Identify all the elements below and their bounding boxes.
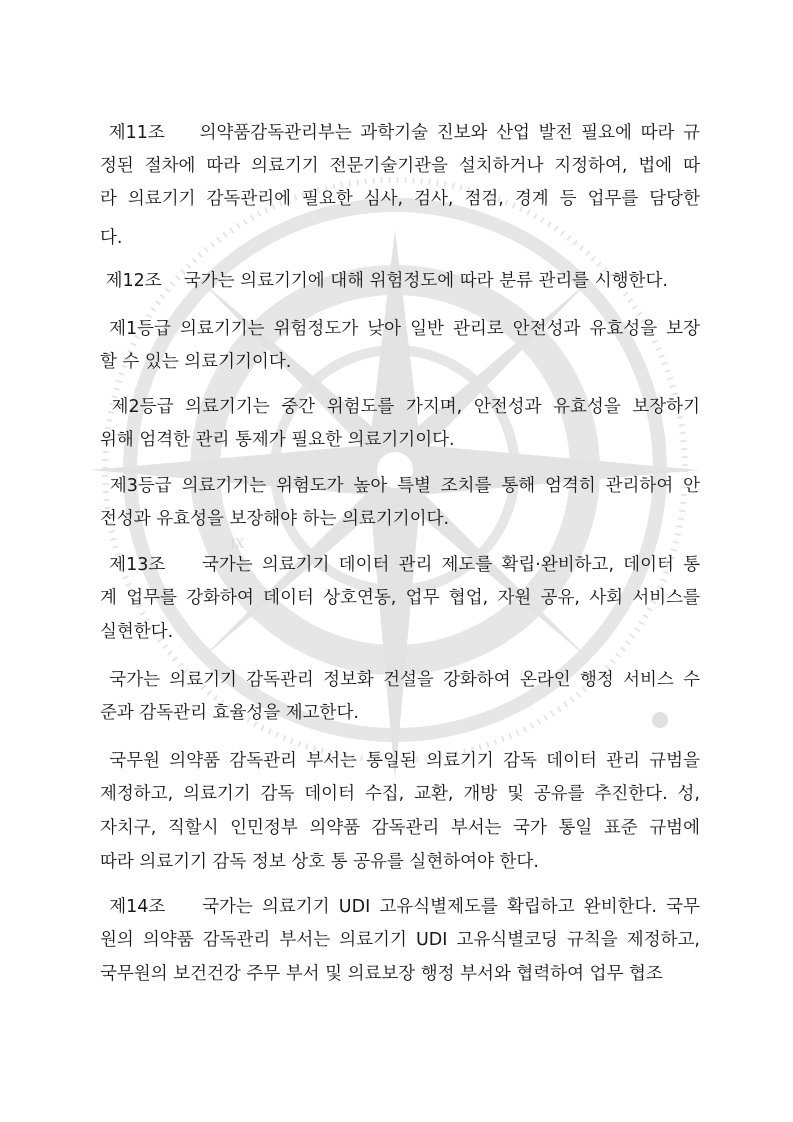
paragraph-line: 국가는 의료기기 감독관리 정보화 건설을 강화하여 온라인 행정 서비스 수 [100,670,700,690]
paragraph-line: 제1등급 의료기기는 위험정도가 낮아 일반 관리로 안전성과 유효성을 보장 [100,319,700,339]
paragraph-line: 제3등급 의료기기는 위험도가 높아 특별 조치를 통해 엄격히 관리하여 안 [100,476,700,496]
paragraph-line: 계 업무를 강화하여 데이터 상호연동, 업무 협업, 자원 공유, 사회 서비스를 [100,588,700,608]
paragraph-line: 국무원의 보건건강 주무 부서 및 의료보장 행정 부서와 협력하여 업무 협조 [100,964,663,984]
paragraph-line: 전성과 유효성을 보장해야 하는 의료기기이다. [100,509,450,529]
paragraph-line: 준과 감독관리 효율성을 제고한다. [100,703,359,723]
watermark-numeral: IX [230,537,245,552]
paragraph-line: 제2등급 의료기기는 중간 위험도를 가지며, 안전성과 유효성을 보장하기 [100,397,700,417]
paragraph-line: 다. [100,228,123,248]
paragraph-line: 라 의료기기 감독관리에 필요한 심사, 검사, 점검, 경계 등 업무를 담당한 [100,189,700,209]
paragraph-line: 정된 절차에 따라 의료기기 전문기술기관을 설치하거나 지정하여, 법에 따 [100,156,700,176]
paragraph-line: 제12조 국가는 의료기기에 대해 위험정도에 따라 분류 관리를 시행한다. [100,271,668,291]
paragraph-line: 할 수 있는 의료기기이다. [100,352,292,372]
paragraph-line: 제정하고, 의료기기 감독 데이터 수집, 교환, 개방 및 공유를 추진한다. 성, [100,784,700,804]
paragraph-line: 원의 의약품 감독관리 부서는 의료기기 UDI 고유식별코딩 규칙을 제정하고, [100,930,700,950]
paragraph-line: 제13조 국가는 의료기기 데이터 관리 제도를 확립·완비하고, 데이터 통 [100,555,700,575]
paragraph-line: 위해 엄격한 관리 통제가 필요한 의료기기이다. [100,430,455,450]
paragraph-line: 제14조 국가는 의료기기 UDI 고유식별제도를 확립하고 완비한다. 국무 [100,897,700,917]
paragraph-line: 제11조 의약품감독관리부는 과학기술 진보와 산업 발전 필요에 따라 규 [100,123,700,143]
paragraph-line: 실현한다. [100,622,174,642]
paragraph-line: 따라 의료기기 감독 정보 상호 통 공유를 실현하여야 한다. [100,852,539,872]
paragraph-line: 국무원 의약품 감독관리 부서는 통일된 의료기기 감독 데이터 관리 규범을 [100,751,700,771]
paragraph-line: 자치구, 직할시 인민정부 의약품 감독관리 부서는 국가 통일 표준 규범에 [100,818,700,838]
